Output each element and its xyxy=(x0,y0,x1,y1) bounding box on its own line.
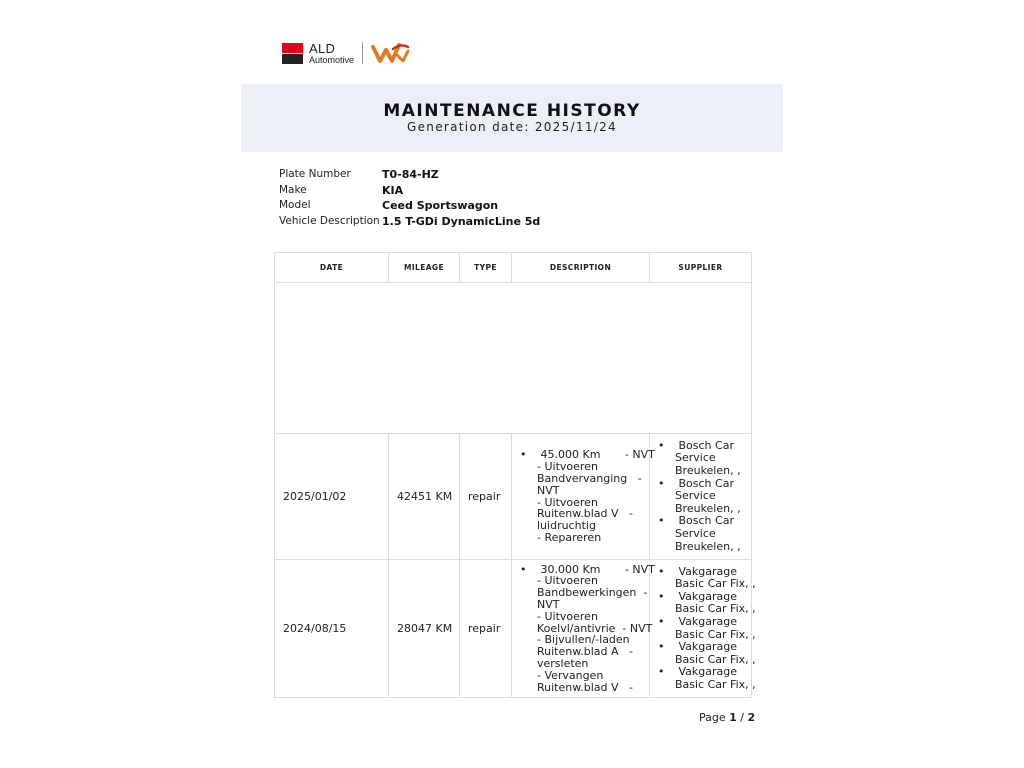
page-separator: / xyxy=(740,711,745,724)
ald-logo-mark xyxy=(282,43,303,64)
supplier-line: Basic Car Fix, , xyxy=(675,577,756,591)
brand-line1: ALD xyxy=(309,40,336,56)
description-line: - Vervangen xyxy=(537,668,604,682)
supplier-line: Breukelen, , xyxy=(675,464,741,478)
table-row xyxy=(275,560,752,698)
page-title: MAINTENANCE HISTORY xyxy=(383,101,641,121)
supplier-line: Basic Car Fix, , xyxy=(675,652,756,666)
empty-row xyxy=(275,283,752,334)
description-item xyxy=(520,448,655,544)
supplier-item xyxy=(658,515,751,553)
supplier-line: Service xyxy=(675,451,716,465)
page-total: 2 xyxy=(747,711,756,724)
partner-logo-icon xyxy=(371,41,411,65)
table-header-row xyxy=(275,253,752,283)
description-line: - Uitvoeren xyxy=(537,495,598,509)
company-logo xyxy=(282,40,411,66)
supplier-item xyxy=(658,440,751,478)
description-line: Koelvl/antivrie - NVT xyxy=(537,621,653,635)
column-header-supplier: SUPPLIER xyxy=(650,253,752,283)
description-line: Bandbewerkingen - xyxy=(537,586,648,600)
column-header-description: DESCRIPTION xyxy=(512,253,650,283)
description-line: luidruchtig xyxy=(537,519,596,533)
supplier-line: • Vakgarage xyxy=(675,614,738,628)
vehicle-info-label: Plate Number xyxy=(279,168,351,180)
supplier-line: Breukelen, , xyxy=(675,501,741,515)
description-line: - Uitvoeren xyxy=(537,574,598,588)
cell-supplier xyxy=(650,434,752,560)
vehicle-info-value: T0-84-HZ xyxy=(382,168,439,181)
supplier-line: Basic Car Fix, , xyxy=(675,677,756,691)
maintenance-table xyxy=(274,252,756,698)
description-head: • 30.000 Km - NVT xyxy=(537,562,655,576)
brand-line2: Automotive xyxy=(309,54,355,65)
supplier-item xyxy=(658,614,756,641)
cell-description xyxy=(512,560,655,698)
supplier-line: • Bosch Car xyxy=(675,476,734,490)
cell-type: repair xyxy=(460,434,512,560)
description-line: Ruitenw.blad V - xyxy=(537,507,633,521)
vehicle-info-label: Vehicle Description xyxy=(279,214,380,227)
vehicle-info-label: Model xyxy=(279,199,311,212)
supplier-line: • Vakgarage xyxy=(675,665,738,679)
supplier-item xyxy=(658,665,756,691)
page-current: 1 xyxy=(729,711,737,724)
description-line: - Uitvoeren xyxy=(537,609,598,623)
cell-mileage: 28047 KM xyxy=(389,560,460,698)
description-line: - Bijvullen/-laden xyxy=(537,633,630,647)
cell-supplier xyxy=(650,560,756,698)
cell-date: 2024/08/15 xyxy=(275,560,389,698)
description-line: Ruitenw.blad A - xyxy=(537,645,633,659)
cell-description xyxy=(512,434,655,560)
cell-mileage: 42451 KM xyxy=(389,434,460,560)
vehicle-info-value: Ceed Sportswagon xyxy=(382,199,499,213)
supplier-line: Basic Car Fix, , xyxy=(675,602,756,616)
description-line: NVT xyxy=(537,598,560,611)
description-head: • 45.000 Km - NVT xyxy=(537,448,655,462)
supplier-line: • Vakgarage xyxy=(675,640,738,654)
empty-row xyxy=(275,333,752,383)
vehicle-info-value: KIA xyxy=(382,183,404,197)
description-line: versleten xyxy=(537,656,589,670)
description-line: - Uitvoeren xyxy=(537,460,598,474)
supplier-line: Breukelen, , xyxy=(675,539,741,553)
supplier-line: • Vakgarage xyxy=(675,564,738,578)
supplier-line: • Bosch Car xyxy=(675,438,734,452)
vehicle-info-label: Make xyxy=(279,183,307,196)
page-indicator xyxy=(699,711,755,724)
supplier-line: Service xyxy=(675,526,716,540)
description-item xyxy=(520,562,655,694)
supplier-item xyxy=(658,589,756,616)
column-header-mileage: MILEAGE xyxy=(389,253,460,283)
vehicle-info-value: 1.5 T-GDi DynamicLine 5d xyxy=(382,214,541,228)
title-band xyxy=(241,84,783,152)
generation-date-value: 2025/11/24 xyxy=(534,120,617,134)
ald-logo-text xyxy=(309,42,354,65)
table-row xyxy=(275,434,752,560)
cell-date: 2025/01/02 xyxy=(275,434,389,560)
generation-date-line xyxy=(241,120,783,134)
empty-row xyxy=(275,383,752,434)
supplier-line: • Vakgarage xyxy=(675,589,738,603)
description-line: Ruitenw.blad V - xyxy=(537,680,633,694)
supplier-line: Service xyxy=(675,489,716,503)
supplier-line: • Bosch Car xyxy=(675,514,734,528)
description-line: NVT xyxy=(537,483,560,497)
supplier-item xyxy=(658,478,751,516)
page-label: Page xyxy=(699,711,726,724)
column-header-date: DATE xyxy=(275,253,389,283)
description-line: - Repareren xyxy=(537,530,602,544)
column-header-type: TYPE xyxy=(460,253,512,283)
generation-date-label: Generation date: xyxy=(407,120,530,134)
supplier-item xyxy=(658,564,756,591)
cell-type: repair xyxy=(460,560,512,698)
logo-divider xyxy=(362,42,363,64)
supplier-item xyxy=(658,640,756,666)
supplier-line: Basic Car Fix, , xyxy=(675,627,756,641)
description-line: Bandvervanging - xyxy=(537,471,642,485)
